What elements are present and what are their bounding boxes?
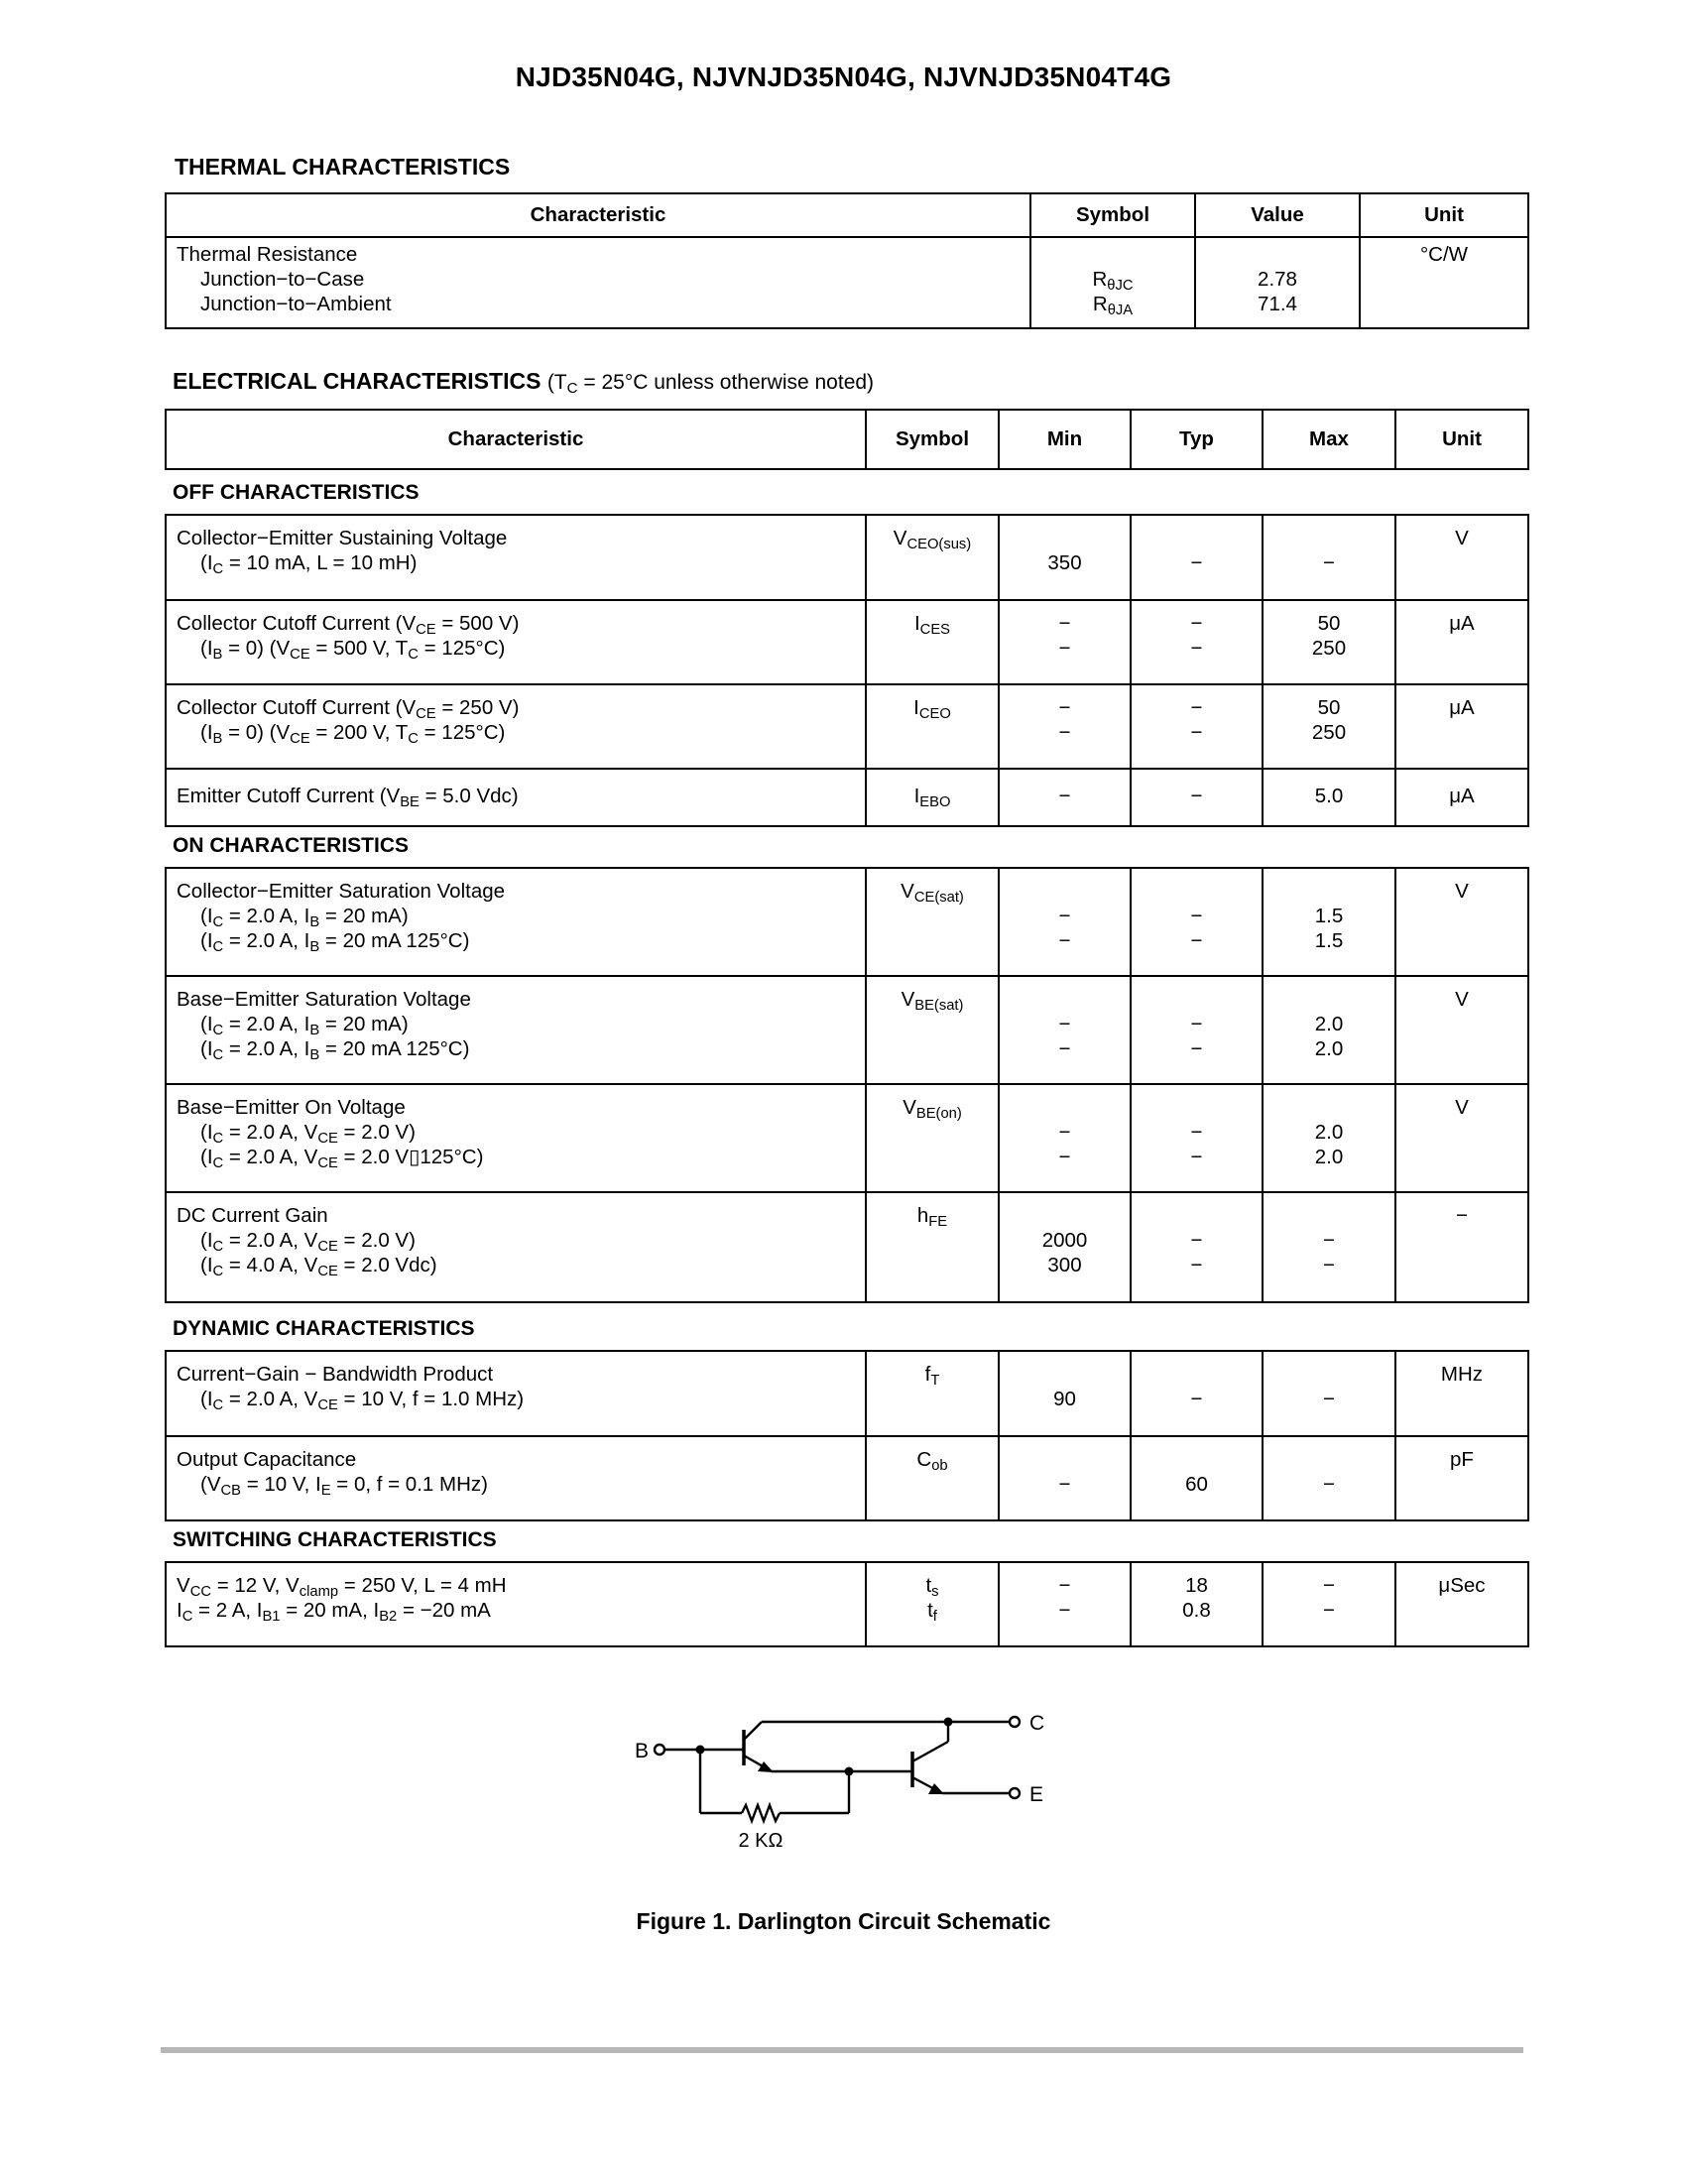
q1-collector-lead xyxy=(744,1722,762,1740)
thermal-char-line1: Junction−to−Case xyxy=(200,268,365,291)
on-characteristics-heading: ON CHARACTERISTICS xyxy=(173,834,410,857)
thermal-col-unit: Unit xyxy=(1360,193,1528,237)
elec-col-typ: Typ xyxy=(1131,410,1263,469)
thermal-value-ja: 71.4 xyxy=(1258,293,1297,315)
table-row: Base−Emitter Saturation Voltage ($I_C = 2.0$ A, $I_B = 20$ mA) ($I_C = 2.0$ A, $I_B = 20$ mA 125°C) $V_{BE(sat)}$ − − − − 2.0 2.0 V xyxy=(166,976,1528,1084)
thermal-value-jc: 2.78 xyxy=(1258,268,1297,291)
junction-dot-base xyxy=(696,1746,705,1755)
thermal-col-characteristic: Characteristic xyxy=(166,193,1030,237)
thermal-char-title: Thermal Resistance xyxy=(177,243,358,266)
thermal-col-value: Value xyxy=(1195,193,1360,237)
elec-col-symbol: Symbol xyxy=(866,410,999,469)
on-characteristics-table xyxy=(165,867,1529,1303)
thermal-unit: °C/W xyxy=(1419,243,1469,266)
off-characteristics-heading: OFF CHARACTERISTICS xyxy=(173,481,420,504)
switching-characteristics-heading: SWITCHING CHARACTERISTICS xyxy=(173,1528,497,1551)
dynamic-characteristics-table xyxy=(165,1350,1529,1521)
q2-emitter-arrow xyxy=(928,1783,944,1794)
electrical-heading: ELECTRICAL CHARACTERISTICS ($T_C = 25^\circ C$ unless otherwise noted) xyxy=(173,368,875,397)
table-row: Output Capacitance ($V_{CB} = 10$ V, $I_E = 0$, f = 0.1 MHz) $C_{ob}$ − 60 − pF xyxy=(166,1436,1528,1520)
table-row: Collector−Emitter Sustaining Voltage ($I_C = 10$ mA, L = 10 mH) $V_{CEO(sus)}$ 350 − − V xyxy=(166,515,1528,600)
table-row: Collector Cutoff Current ($V_{CE} = 250$ V) $(I_B = 0) (V_{CE} = 200$ V, $T_C = 125^\circ C$) $I_{CEO}$ − − − − 50 250 μA xyxy=(166,684,1528,769)
dynamic-characteristics-heading: DYNAMIC CHARACTERISTICS xyxy=(173,1317,475,1340)
darlington-schematic xyxy=(615,1706,1071,1884)
electrical-note: ($T_C = 25^\circ C$ unless otherwise noted) xyxy=(546,371,875,397)
label-c: C xyxy=(1029,1712,1045,1735)
table-row: Collector−Emitter Saturation Voltage ($I_C = 2.0$ A, $I_B = 20$ mA) ($I_C = 2.0$ A, $I_B = 20$ mA 125°C) $V_{CE(sat)}$ − − − − 1.5 1.5 V xyxy=(166,868,1528,976)
thermal-symbol-jc: $R_{\theta JC}$ xyxy=(1092,268,1134,294)
table-row: DC Current Gain ($I_C = 2.0$ A, $V_{CE} = 2.0$ V) ($I_C = 4.0$ A, $V_{CE} = 2.0$ Vdc) $h_{FE}$ 2000 300 − − − − − xyxy=(166,1192,1528,1302)
base-terminal xyxy=(655,1745,664,1755)
thermal-char-line2: Junction−to−Ambient xyxy=(200,293,392,315)
q1-emitter-arrow xyxy=(758,1761,774,1772)
footer-divider xyxy=(161,2047,1523,2053)
table-row: Current−Gain − Bandwidth Product ($I_C = 2.0$ A, $V_{CE} = 10$ V, f = 1.0 MHz) $f_T$ 90 − − MHz xyxy=(166,1351,1528,1436)
elec-col-min: Min xyxy=(999,410,1131,469)
table-row xyxy=(166,237,1528,328)
electrical-header-row xyxy=(166,410,1528,469)
off-characteristics-table xyxy=(165,514,1529,827)
table-row: Base−Emitter On Voltage ($I_C = 2.0$ A, $V_{CE} = 2.0$ V) ($I_C = 2.0$ A, $V_{CE} = 2.0$ V▯125°C) $V_{BE(on)}$ − − − − 2.0 2.0 V xyxy=(166,1084,1528,1192)
table-row: Emitter Cutoff Current ($V_{BE} = 5.0$ Vdc) $I_{EBO}$ − − 5.0 μA xyxy=(166,769,1528,826)
thermal-table xyxy=(165,192,1529,329)
label-b: B xyxy=(635,1740,650,1762)
junction-dot-collector xyxy=(944,1718,953,1727)
q2-collector-lead xyxy=(912,1742,948,1761)
switching-characteristics-table xyxy=(165,1561,1529,1647)
thermal-symbol-ja: $R_{\theta JA}$ xyxy=(1092,293,1134,318)
thermal-col-symbol: Symbol xyxy=(1030,193,1195,237)
elec-col-unit: Unit xyxy=(1395,410,1528,469)
electrical-header-table xyxy=(165,409,1529,470)
elec-col-characteristic: Characteristic xyxy=(166,410,866,469)
document-title: NJD35N04G, NJVNJD35N04G, NJVNJD35N04T4G xyxy=(515,61,1172,92)
table-row: $V_{CC} = 12$ V, $V_{clamp} = 250$ V, L = 4 mH $I_C = 2$ A, $I_{B1} = 20$ mA, $I_{B2} = -20$ mA $t_s$ $t_f$ − − 18 0.8 − − μSec xyxy=(166,1562,1528,1646)
resistor-label: 2 KΩ xyxy=(738,1830,783,1852)
resistor-2k xyxy=(742,1805,780,1821)
junction-dot-q1-emitter xyxy=(845,1767,854,1776)
emitter-terminal xyxy=(1010,1788,1020,1798)
collector-terminal xyxy=(1010,1717,1020,1727)
thermal-header-row xyxy=(166,193,1528,237)
table-row: Collector Cutoff Current ($V_{CE} = 500$ V) $(I_B = 0) (V_{CE} = 500$ V, $T_C = 125^\circ C$) $I_{CES}$ − − − − 50 250 μA xyxy=(166,600,1528,684)
figure-caption: Figure 1. Darlington Circuit Schematic xyxy=(636,1908,1051,1934)
elec-col-max: Max xyxy=(1263,410,1395,469)
thermal-heading: THERMAL CHARACTERISTICS xyxy=(175,154,511,180)
label-e: E xyxy=(1029,1783,1044,1806)
